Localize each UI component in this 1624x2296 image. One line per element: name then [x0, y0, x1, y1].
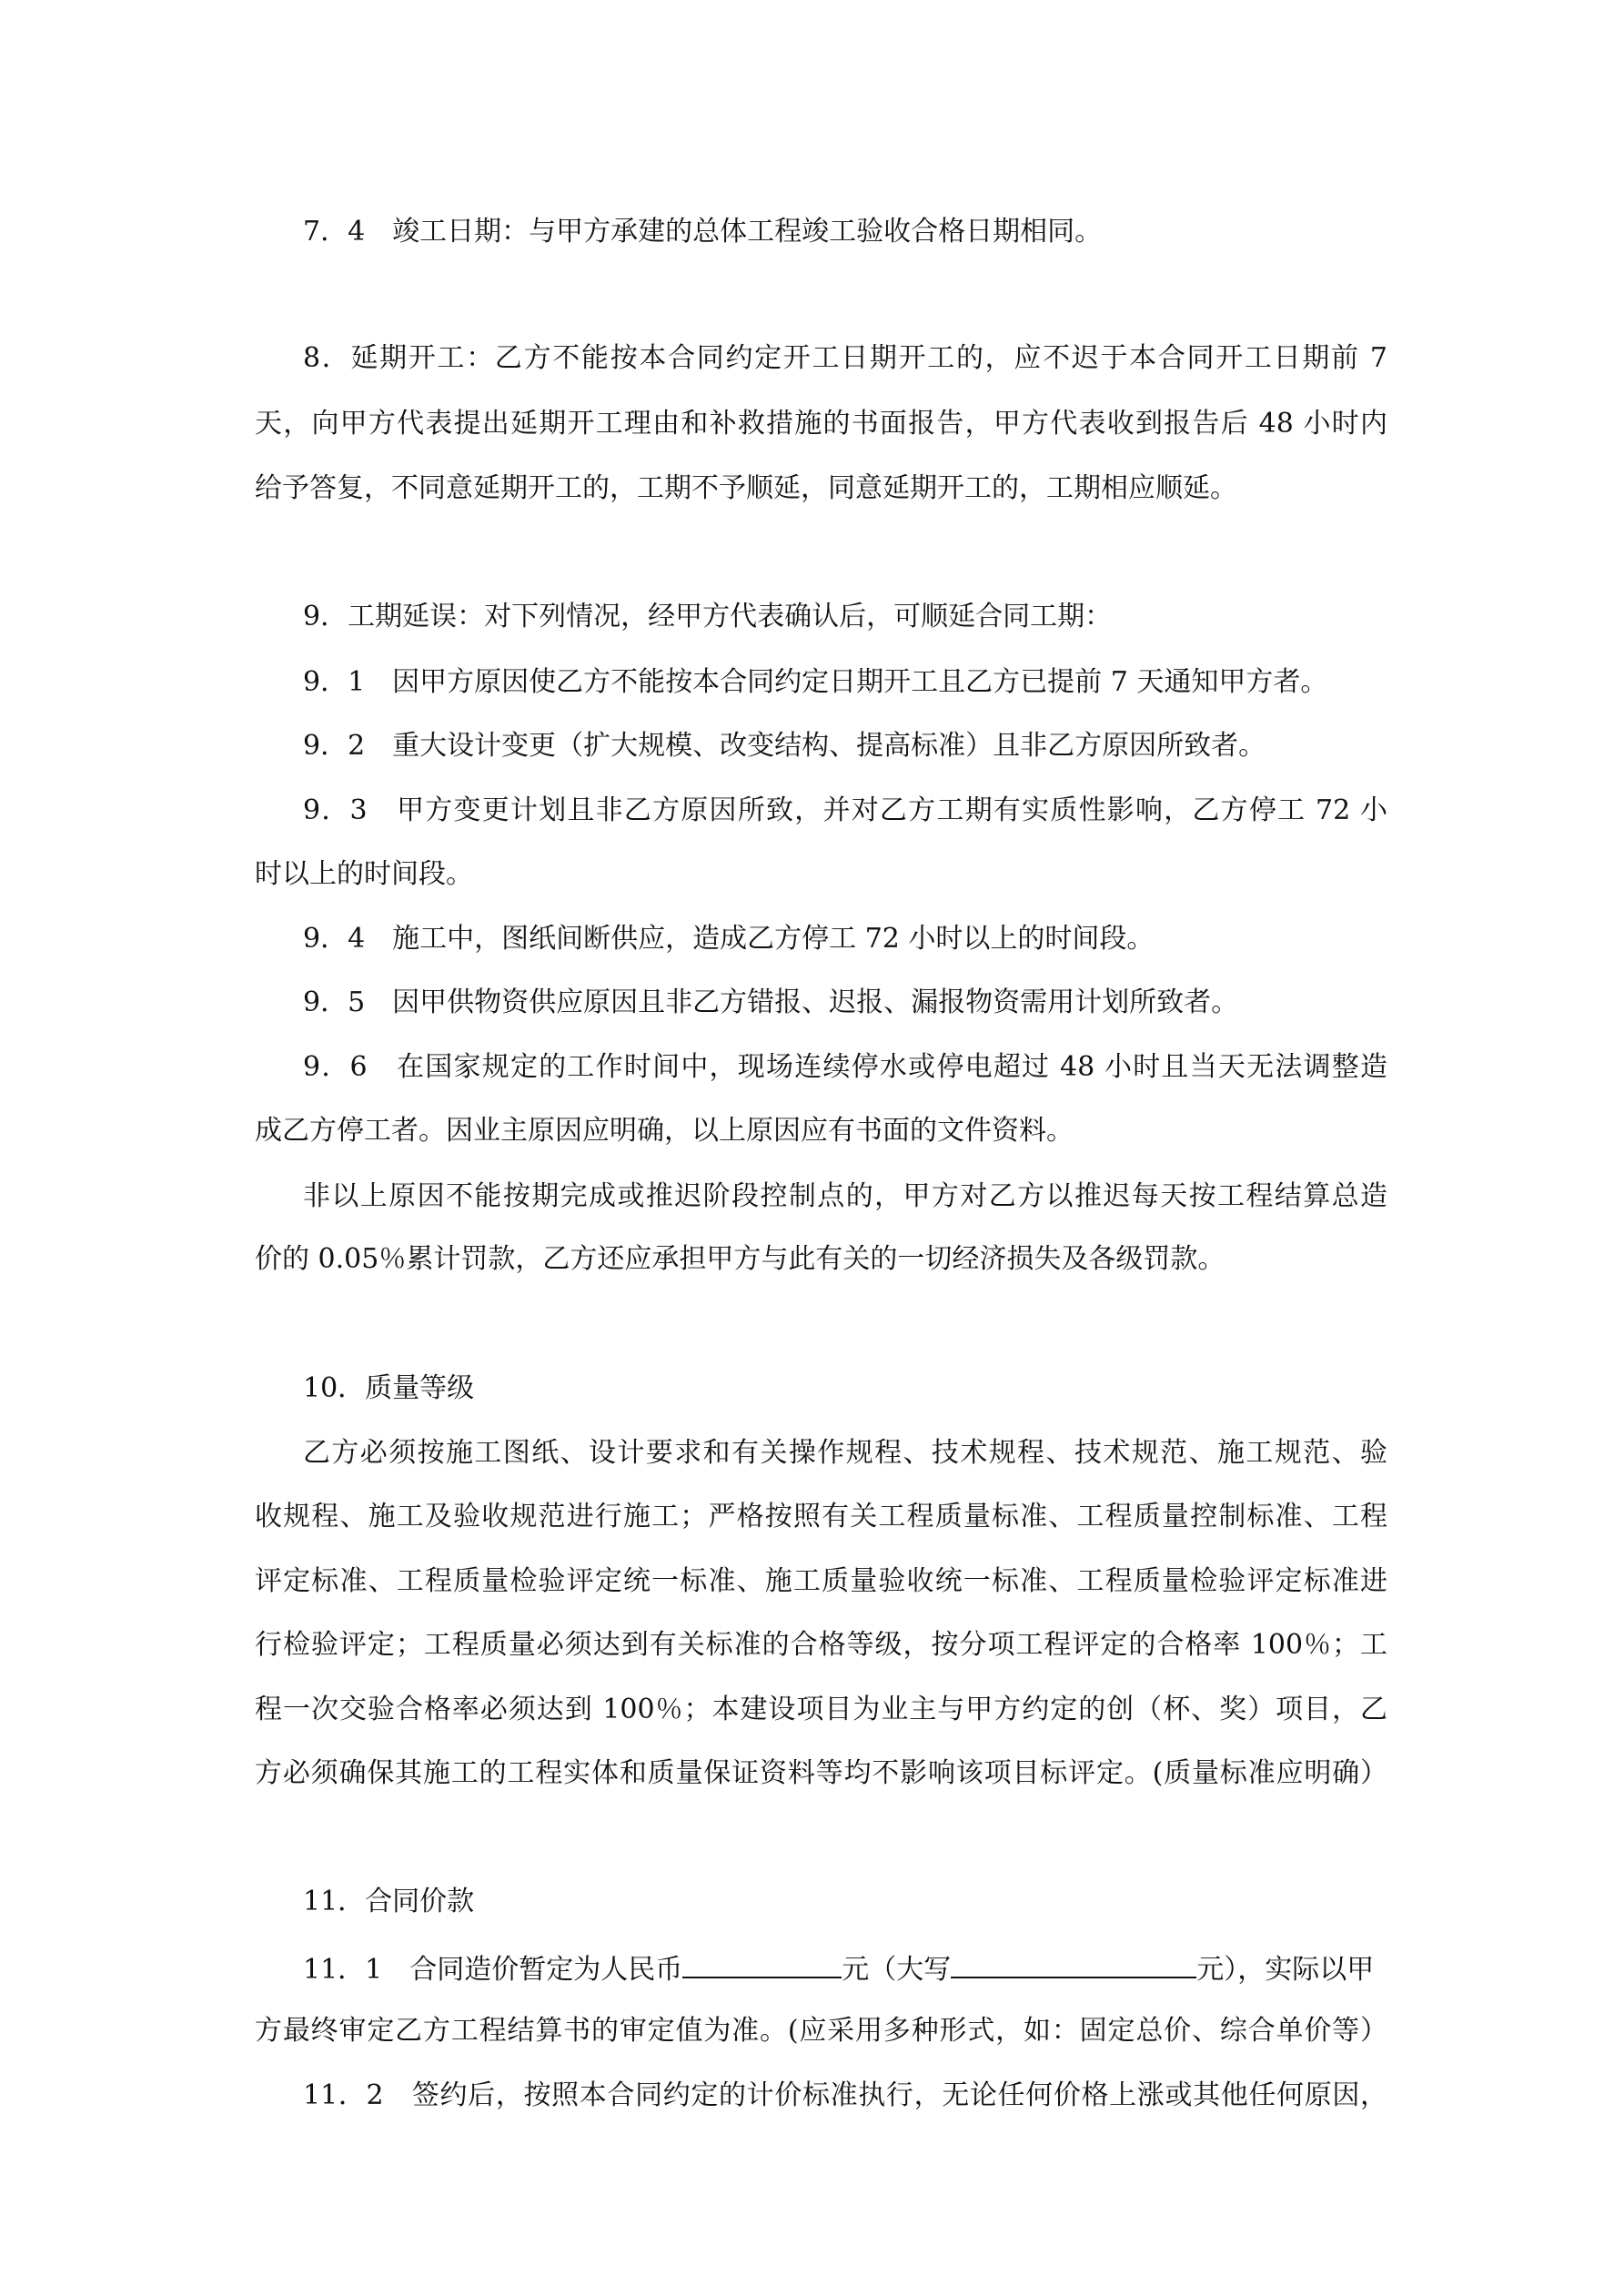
clause-9-5: 9．5 因甲供物资供应原因且非乙方错报、迟报、漏报物资需用计划所致者。	[303, 986, 1239, 1018]
quality-paragraph: 乙方必须按施工图纸、设计要求和有关操作规程、技术规程、技术规范、施工规范、验	[303, 1437, 1387, 1469]
clause-8-line: 给予答复，不同意延期开工的，工期不予顺延，同意延期开工的，工期相应顺延。	[255, 472, 1237, 504]
clause-9-2: 9．2 重大设计变更（扩大规模、改变结构、提高标准）且非乙方原因所致者。	[303, 730, 1266, 762]
clause-11-1-line: 方最终审定乙方工程结算书的审定值为准。(应采用多种形式，如：固定总价、综合单价等）	[255, 2015, 1387, 2047]
quality-paragraph-line: 方必须确保其施工的工程实体和质量保证资料等均不影响该项目标评定。(质量标准应明确）	[255, 1757, 1387, 1789]
clause-8-line: 天，向甲方代表提出延期开工理由和补救措施的书面报告，甲方代表收到报告后 48 小时内	[255, 408, 1387, 440]
clause-9-4: 9．4 施工中，图纸间断供应，造成乙方停工 72 小时以上的时间段。	[303, 923, 1155, 955]
quality-paragraph-line: 收规程、施工及验收规范进行施工；严格按照有关工程质量标准、工程质量控制标准、工程	[255, 1501, 1387, 1532]
clause-8: 8．延期开工：乙方不能按本合同约定开工日期开工的，应不迟于本合同开工日期前 7	[303, 342, 1387, 374]
clause-7-4: 7．4 竣工日期：与甲方承建的总体工程竣工验收合格日期相同。	[303, 216, 1103, 248]
penalty-paragraph: 非以上原因不能按期完成或推迟阶段控制点的，甲方对乙方以推迟每天按工程结算总造	[303, 1180, 1387, 1212]
quality-paragraph-line: 评定标准、工程质量检验评定统一标准、施工质量验收统一标准、工程质量检验评定标准进	[255, 1565, 1387, 1597]
amount-in-words-blank[interactable]	[951, 1949, 1196, 1978]
quality-paragraph-line: 行检验评定；工程质量必须达到有关标准的合格等级，按分项工程评定的合格率 100％；工	[255, 1629, 1387, 1661]
clause-11-1	[303, 1949, 1387, 1986]
clause-9: 9．工期延误：对下列情况，经甲方代表确认后，可顺延合同工期：	[303, 601, 1113, 632]
quality-paragraph-line: 程一次交验合格率必须达到 100％；本建设项目为业主与甲方约定的创（杯、奖）项目，乙	[255, 1694, 1387, 1725]
clause-9-3-line: 时以上的时间段。	[255, 858, 473, 890]
clause-9-1: 9．1 因甲方原因使乙方不能按本合同约定日期开工且乙方已提前 7 天通知甲方者。	[303, 666, 1328, 698]
clause-10-heading: 10．质量等级	[303, 1372, 475, 1404]
clause-9-6-line: 成乙方停工者。因业主原因应明确，以上原因应有书面的文件资料。	[255, 1115, 1074, 1147]
penalty-paragraph-line: 价的 0.05％累计罚款，乙方还应承担甲方与此有关的一切经济损失及各级罚款。	[255, 1243, 1226, 1275]
clause-11-1-mid: 元（大写	[842, 1954, 952, 1986]
clause-11-1-suffix: 元），实际以甲	[1196, 1954, 1375, 1986]
clause-9-6: 9．6 在国家规定的工作时间中，现场连续停水或停电超过 48 小时且当天无法调整造	[303, 1051, 1387, 1083]
amount-blank[interactable]	[682, 1949, 842, 1978]
clause-9-3: 9．3 甲方变更计划且非乙方原因所致，并对乙方工期有实质性影响，乙方停工 72 小	[303, 794, 1387, 826]
clause-11-1-prefix: 11．1 合同造价暂定为人民币	[303, 1954, 683, 1986]
clause-11-2: 11．2 签约后，按照本合同约定的计价标准执行，无论任何价格上涨或其他任何原因，	[303, 2079, 1387, 2111]
clause-11-heading: 11．合同价款	[303, 1886, 475, 1917]
